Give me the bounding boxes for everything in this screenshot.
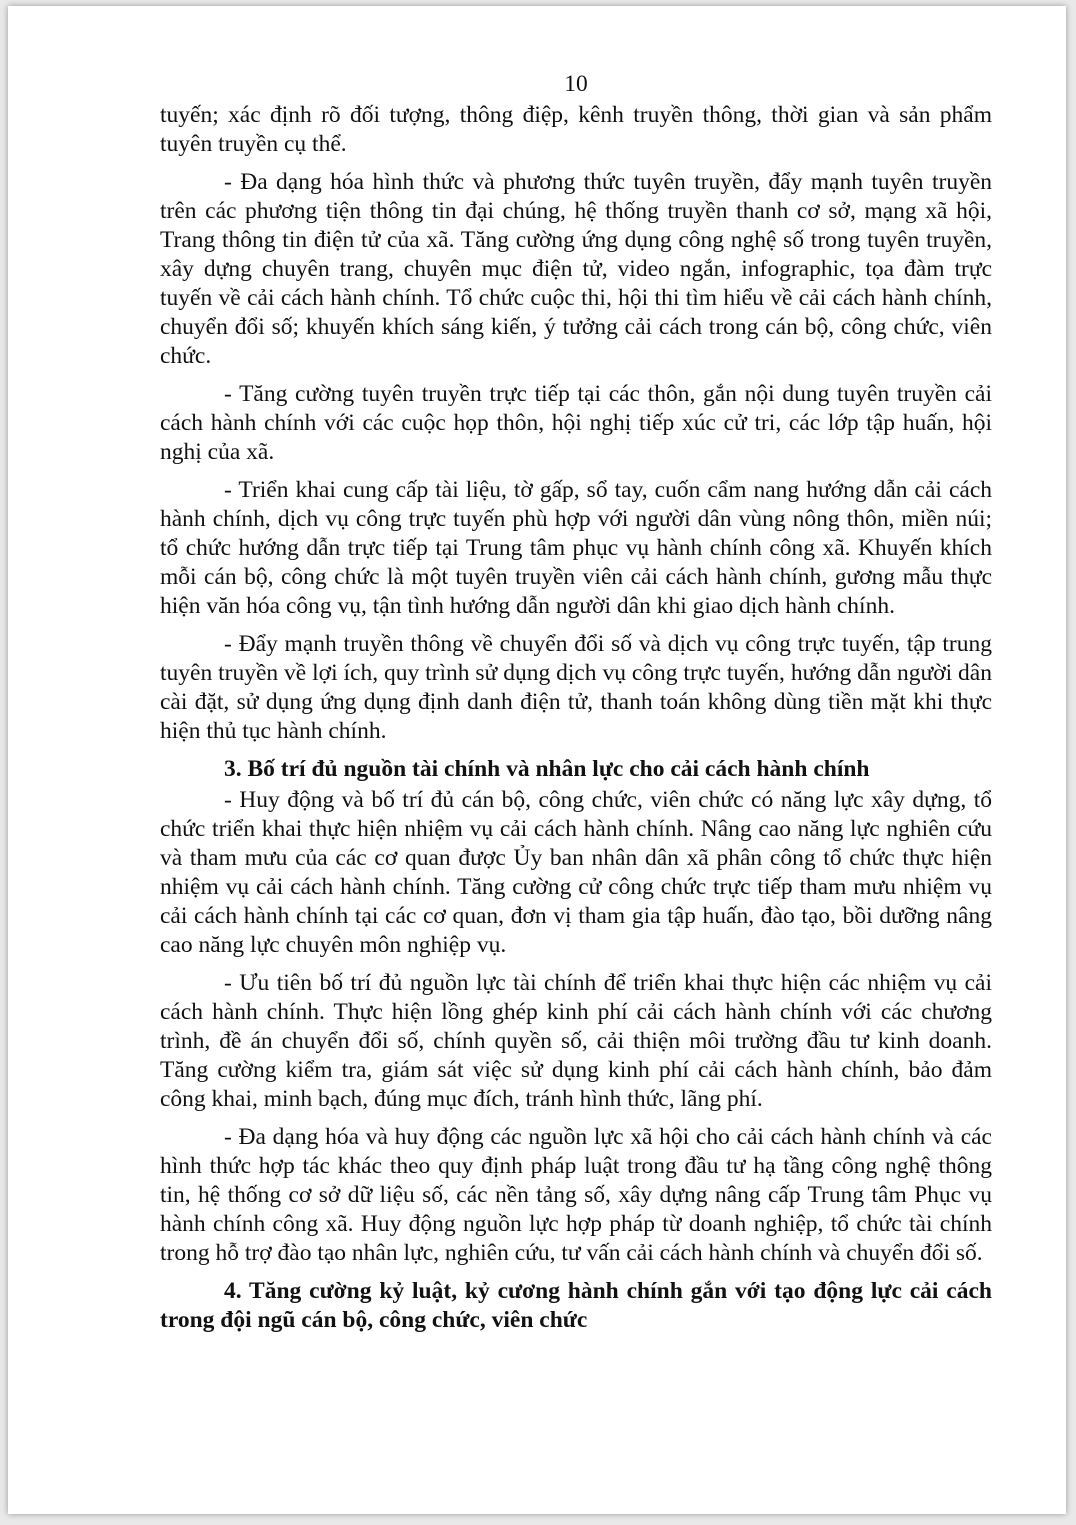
paragraph-social-resources: - Đa dạng hóa và huy động các nguồn lực xã hội cho cải cách hành chính và các hình thức hợp tác khác theo quy định pháp luật trong đầu tư hạ tầng công nghệ thông tin, hệ thống cơ sở dữ liệu số, các nền tảng số, xây dựng nâng cấp Trung tâm Phục vụ hành chính công xã. Huy động nguồn lực hợp pháp từ doanh nghiệp, tổ chức tài chính trong hỗ trợ đào tạo nhân lực, nghiên cứu, tư vấn cải cách hành chính và chuyển đổi số. [160,1124,992,1266]
paragraph-materials-guidance: - Triển khai cung cấp tài liệu, tờ gấp, sổ tay, cuốn cẩm nang hướng dẫn cải cách hành chính, dịch vụ công trực tuyến phù hợp với người dân vùng nông thôn, miền núi; tổ chức hướng dẫn trực tiếp tại Trung tâm phục vụ hành chính công xã. Khuyến khích mỗi cán bộ, công chức là một tuyên truyền viên cải cách hành chính, gương mẫu thực hiện văn hóa công vụ, tận tình hướng dẫn người dân khi giao dịch hành chính. [160,477,992,619]
paragraph-digital-transformation: - Đẩy mạnh truyền thông về chuyển đổi số và dịch vụ công trực tuyến, tập trung tuyên truyền về lợi ích, quy trình sử dụng dịch vụ công trực tuyến, hướng dẫn người dân cài đặt, sử dụng ứng dụng định danh điện tử, thanh toán không dùng tiền mặt khi thực hiện thủ tục hành chính. [160,631,992,744]
section-heading-3: 3. Bố trí đủ nguồn tài chính và nhân lực cho cải cách hành chính [224,756,870,782]
section-heading-4: 4. Tăng cường kỷ luật, kỷ cương hành chính gắn với tạo động lực cải cách trong đội ngũ cán bộ, công chức, viên chức [160,1278,992,1333]
document-page [8,6,1066,1514]
paragraph-financial-resources: - Ưu tiên bố trí đủ nguồn lực tài chính để triển khai thực hiện các nhiệm vụ cải cách hành chính. Thực hiện lồng ghép kinh phí cải cách hành chính với các chương trình, đề án chuyển đổi số, chính quyền số, cải thiện môi trường đầu tư kinh doanh. Tăng cường kiểm tra, giám sát việc sử dụng kinh phí cải cách hành chính, bảo đảm công khai, minh bạch, đúng mục đích, tránh hình thức, lãng phí. [160,970,992,1112]
paragraph-direct-propaganda: - Tăng cường tuyên truyền trực tiếp tại các thôn, gắn nội dung tuyên truyền cải cách hành chính với các cuộc họp thôn, hội nghị tiếp xúc cử tri, các lớp tập huấn, hội nghị của xã. [160,381,992,465]
page-content [160,70,992,1337]
paragraph-human-resources: - Huy động và bố trí đủ cán bộ, công chức, viên chức có năng lực xây dựng, tổ chức triển khai thực hiện nhiệm vụ cải cách hành chính. Nâng cao năng lực nghiên cứu và tham mưu của các cơ quan được Ủy ban nhân dân xã phân công tổ chức thực hiện nhiệm vụ cải cách hành chính. Tăng cường cử công chức trực tiếp tham mưu nhiệm vụ cải cách hành chính tại các cơ quan, đơn vị tham gia tập huấn, đào tạo, bồi dưỡng nâng cao năng lực chuyên môn nghiệp vụ. [160,787,992,958]
paragraph-continuation: tuyến; xác định rõ đối tượng, thông điệp, kênh truyền thông, thời gian và sản phẩm tuyên truyền cụ thể. [160,102,992,157]
page-number: 10 [564,71,588,97]
paragraph-media-diversification: - Đa dạng hóa hình thức và phương thức tuyên truyền, đẩy mạnh tuyên truyền trên các phương tiện thông tin đại chúng, hệ thống truyền thanh cơ sở, mạng xã hội, Trang thông tin điện tử của xã. Tăng cường ứng dụng công nghệ số trong tuyên truyền, xây dựng chuyên trang, chuyên mục điện tử, video ngắn, infographic, tọa đàm trực tuyến về cải cách hành chính. Tổ chức cuộc thi, hội thi tìm hiểu về cải cách hành chính, chuyển đổi số; khuyến khích sáng kiến, ý tưởng cải cách trong cán bộ, công chức, viên chức. [160,169,992,369]
